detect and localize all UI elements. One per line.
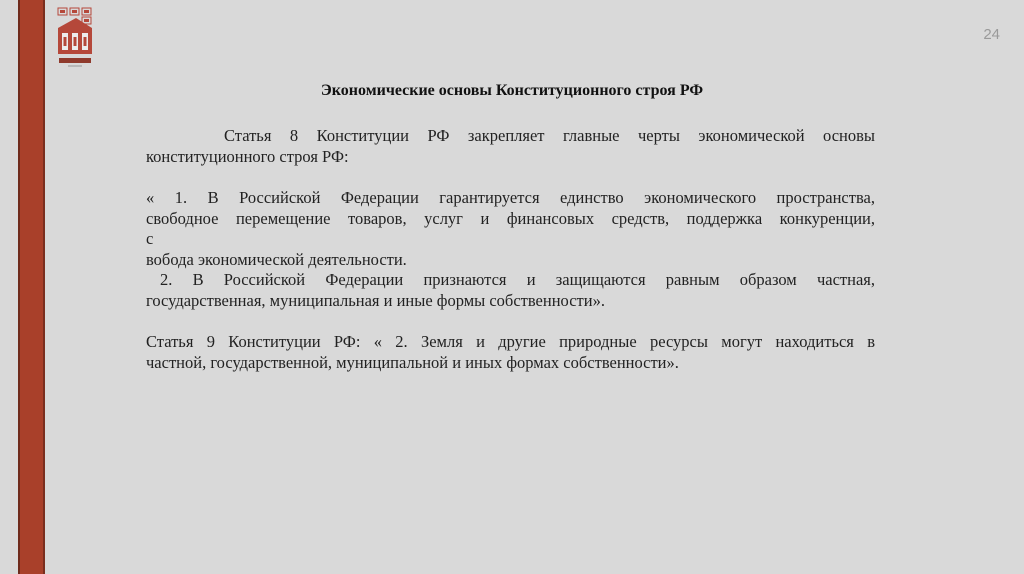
slide-body (146, 126, 875, 373)
paragraph-line: Статья 8 Конституции РФ закрепляет главные черты экономической основы (224, 126, 875, 145)
paragraph-line: Статья 9 Конституции РФ: « 2. Земля и другие природные ресурсы могут находиться в (146, 332, 875, 351)
paragraph-line: конституционного строя РФ: (146, 146, 349, 166)
slide-title: Экономические основы Конституционного строя РФ (320, 82, 704, 99)
page-number: 24 (983, 26, 1000, 43)
paragraph-line: « 1. В Российской Федерации гарантируется единство экономического пространства, (146, 188, 875, 207)
paragraph-line: свободное перемещение товаров, услуг и финансовых средств, поддержка конкуренции, (146, 208, 875, 228)
paragraph-line: с (146, 229, 154, 248)
paragraph-line: частной, государственной, муниципальной и иных формах собственности». (146, 352, 679, 372)
paragraph-line: 2. В Российской Федерации признаются и защищаются равным образом частная, (160, 270, 875, 289)
paragraph-line: вобода экономической деятельности. (146, 249, 407, 269)
university-logo-icon (56, 6, 96, 70)
paragraph-line: государственная, муниципальная и иные формы собственности». (146, 290, 605, 310)
